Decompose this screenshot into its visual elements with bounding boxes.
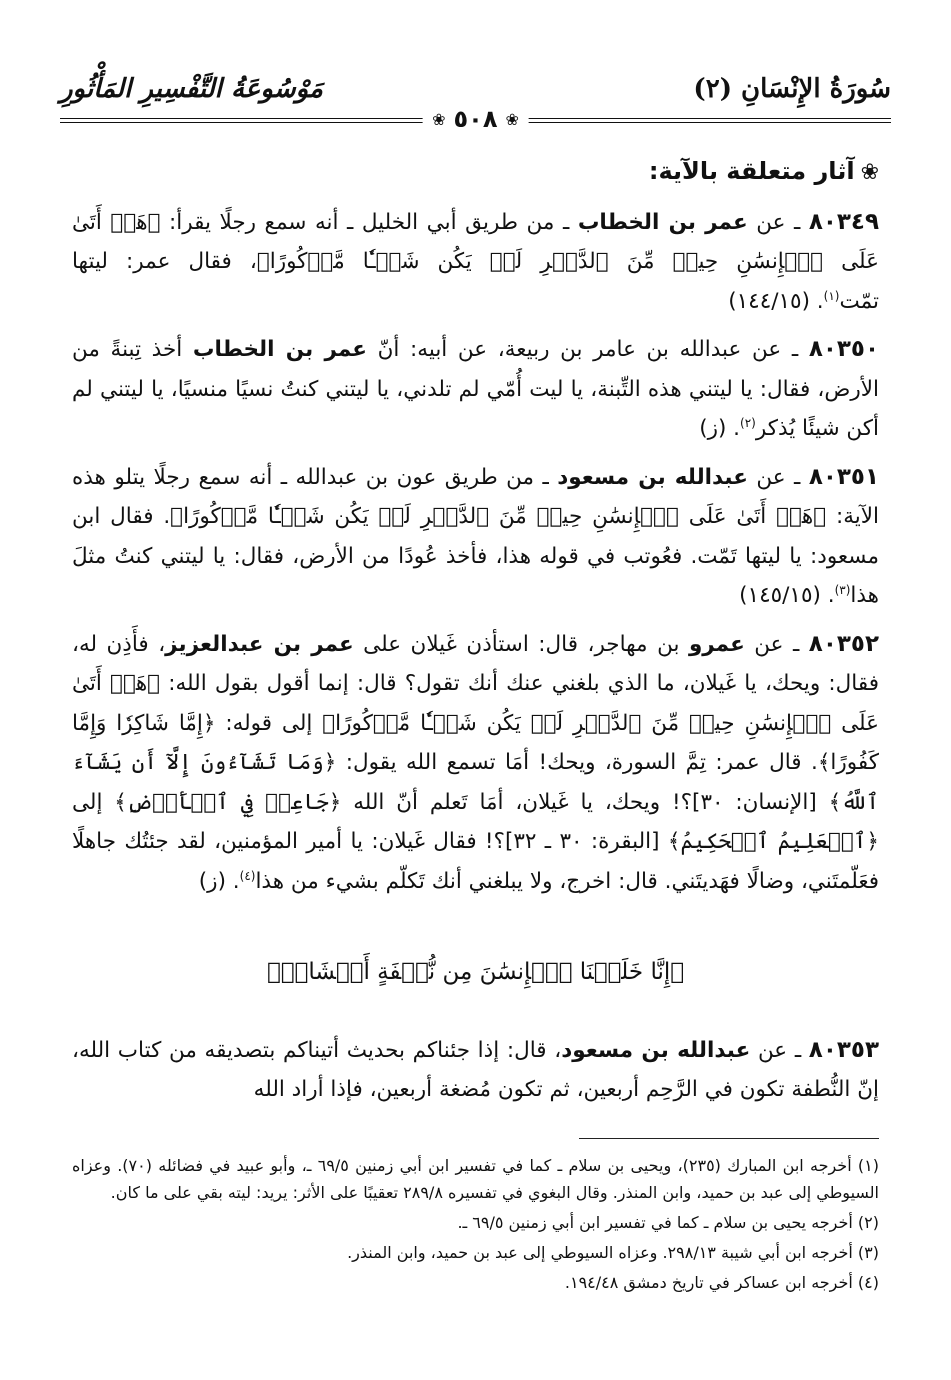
quran-verse: ﴿ٱلۡعَلِيمُ ٱلۡحَكِيمُ﴾ bbox=[667, 829, 879, 854]
quran-verse: ﴿جَاعِلٞ فِي ٱلۡأَرۡضِ﴾ bbox=[114, 789, 342, 815]
flower-ornament-icon: ❀ bbox=[432, 109, 446, 129]
athar-entry bbox=[72, 203, 879, 322]
entry-text: ـ عن عبدالله بن عامر بن ربيعة، عن أبيه: أنّ bbox=[366, 337, 809, 362]
narrator-name: عمرو bbox=[688, 631, 745, 657]
entry-number: ٨٠٣٥٣ bbox=[808, 1036, 879, 1063]
verse-heading: ﴿إِنَّا خَلَقۡنَا ٱلۡإِنسَٰنَ مِن نُّطۡفَةٍ أَمۡشَاجٖ﴾ bbox=[266, 959, 685, 985]
quran-verse: ﴿هَلۡ أَتَىٰ عَلَى ٱلۡإِنسَٰنِ حِينٞ مِّنَ ٱلدَّهۡرِ لَمۡ يَكُن شَيۡـٔٗا مَّذۡكُورًا﴾ bbox=[72, 671, 879, 736]
volume-reference: . (١٤٥/١٥) bbox=[739, 583, 835, 608]
narrator-name: عبدالله بن مسعود bbox=[561, 1037, 751, 1063]
entry-number: ٨٠٣٥٢ bbox=[808, 630, 879, 657]
footnote-marker[interactable]: (٤) bbox=[239, 868, 256, 883]
narrator-name: عمر بن الخطاب bbox=[192, 337, 367, 362]
entry-text: ـ من طريق أبي الخليل ـ أنه سمع رجلًا يقرأ: bbox=[160, 209, 578, 235]
entry-text: ، فأَذِن له، فقال: ويحك، يا غَيلان، ما الذي بلغني عنك أنك تقول؟ قال: إنما أقول بقول الله: bbox=[72, 631, 879, 696]
quran-verse: ﴿إِمَّا شَاكِرٗا وَإِمَّا كَفُورًا﴾ bbox=[72, 710, 879, 775]
athar-entry bbox=[72, 625, 879, 902]
footnote: (١) أخرجه ابن المبارك (٢٣٥)، ويحيى بن سلام ـ كما في تفسير ابن أبي زمنين ٦٩/٥ ـ، وأبو عبيد في فضائله (٧٠). وعزاه السيوطي إلى عبد بن حميد، وابن المنذر. وقال البغوي في تفسيره ٢٨٩/٨ تعقيبًا على الأثر: يريد: ليته بقي على ما كان. bbox=[72, 1156, 880, 1202]
footnote: (٢) أخرجه يحيى بن سلام ـ كما في تفسير ابن أبي زمنين ٦٩/٥ ـ. bbox=[457, 1213, 879, 1232]
athar-entry bbox=[72, 1031, 879, 1110]
surah-title: سُورَةُ الإِنْسَانِ (٢) bbox=[693, 74, 891, 104]
footnote-marker[interactable]: (٣) bbox=[834, 582, 851, 597]
verse-source: [البقرة: ٣٠ ـ ٣٢] bbox=[504, 829, 668, 854]
flower-ornament-icon: ❀ bbox=[505, 109, 519, 129]
footnote: (٣) أخرجه ابن أبي شيبة ٢٩٨/١٣. وعزاه السيوطي إلى عبد بن حميد، وابن المنذر. bbox=[347, 1243, 879, 1262]
volume-reference: . (ز) bbox=[198, 868, 240, 894]
entry-number: ٨٠٣٥٠ bbox=[808, 336, 880, 362]
entry-text: ـ عن bbox=[744, 631, 809, 657]
footnote-rule bbox=[579, 1138, 879, 1139]
quran-verse: ﴿وَمَا تَشَآءُونَ إِلَّآ أَن يَشَآءَ ٱللَّهُ﴾ bbox=[72, 750, 879, 815]
entry-text: ـ عن bbox=[747, 464, 809, 490]
page-number: ٥٠٨ bbox=[453, 105, 498, 133]
entry-text: ـ عن bbox=[750, 1037, 809, 1063]
page-number-box bbox=[422, 105, 529, 133]
entry-text: أخذ تِبنةً من الأرض، فقال: يا ليتني هذه التِّبنة، يا ليت أُمّي لم تلدني، يا ليتني كنتُ نسيًا منسيًا، يا ليتني لم أكن شيئًا يُذكر bbox=[72, 337, 879, 441]
entry-text: بن مهاجر، قال: استأذن غَيلان على bbox=[353, 631, 689, 657]
footnote: (٤) أخرجه ابن عساكر في تاريخ دمشق ١٩٤/٤٨. bbox=[564, 1273, 879, 1292]
volume-reference: . (ز) bbox=[699, 416, 741, 441]
entry-text: . قال عمر: تِمَّ السورة، ويحك! أمَا تسمع الله يقول: bbox=[336, 750, 818, 775]
footnote-marker[interactable]: (١) bbox=[823, 288, 840, 303]
athar-entry bbox=[72, 458, 879, 616]
footnotes bbox=[72, 1152, 879, 1299]
entry-text: ، فقال عمر: ليتها تمّت bbox=[72, 249, 879, 314]
volume-reference: . (١٤٤/١٥) bbox=[728, 288, 824, 314]
narrator-name: عبدالله بن مسعود bbox=[557, 464, 748, 490]
entry-text: ـ عن bbox=[747, 209, 809, 235]
section-heading bbox=[72, 152, 879, 193]
entry-text: ؟! فقال غَيلان: يا أمير المؤمنين، لقد جئتُك جاهلًا فعَلّمتَني، وضالًا فهَديتَني. قال: اخرج، ولا يبلغني أنك تَكلّم بشيء من هذا bbox=[72, 829, 879, 894]
entry-number: ٨٠٣٥١ bbox=[808, 463, 880, 490]
entry-text: . فقال ابن مسعود: يا ليتها تَمّت. فعُوتب في قوله هذا، فأخذ عُودًا من الأرض، فقال: يا ليتني كنتُ مثلَ هذا bbox=[72, 504, 879, 608]
entry-text: ، قال: إذا جئناكم بحديث أتيناكم بتصديقه من كتاب الله، إنّ النُّطفة تكون في الرَّحِم أربعين، ثم تكون مُضغة أربعين، فإذا أراد الله bbox=[72, 1037, 879, 1102]
narrator-name: عمر بن عبدالعزيز bbox=[165, 631, 354, 657]
quran-verse: ﴿هَلۡ أَتَىٰ عَلَى ٱلۡإِنسَٰنِ حِينٞ مِّنَ ٱلدَّهۡرِ لَمۡ يَكُن شَيۡـٔٗا مَّذۡكُورًا﴾ bbox=[72, 209, 879, 274]
entry-text: إلى bbox=[72, 789, 115, 815]
entry-text: ـ من طريق عون بن عبدالله ـ أنه سمع رجلًا يتلو هذه الآية: bbox=[72, 464, 879, 529]
book-title: مَوْسُوعَةُ التَّفْسِيرِ المَأْثُورِ bbox=[60, 74, 323, 104]
verse-source: [الإنسان: ٣٠] bbox=[692, 789, 829, 815]
entry-number: ٨٠٣٤٩ bbox=[808, 208, 880, 235]
entry-text: ؟! ويحك، يا غَيلان، أمَا تَعلم أنّ الله bbox=[341, 789, 693, 815]
main-text bbox=[72, 150, 879, 1119]
entry-text: إلى قوله: bbox=[215, 710, 323, 736]
athar-entry bbox=[72, 330, 879, 449]
section-heading-text: آثار متعلقة بالآية: bbox=[648, 157, 855, 185]
narrator-name: عمر بن الخطاب bbox=[577, 209, 748, 235]
quran-verse: ﴿هَلۡ أَتَىٰ عَلَى ٱلۡإِنسَٰنِ حِينٞ مِّنَ ٱلدَّهۡرِ لَمۡ يَكُن شَيۡـٔٗا مَّذۡكُورًا﴾ bbox=[170, 504, 827, 529]
footnote-marker[interactable]: (٢) bbox=[740, 415, 756, 430]
flower-ornament-icon: ❀ bbox=[860, 160, 879, 185]
